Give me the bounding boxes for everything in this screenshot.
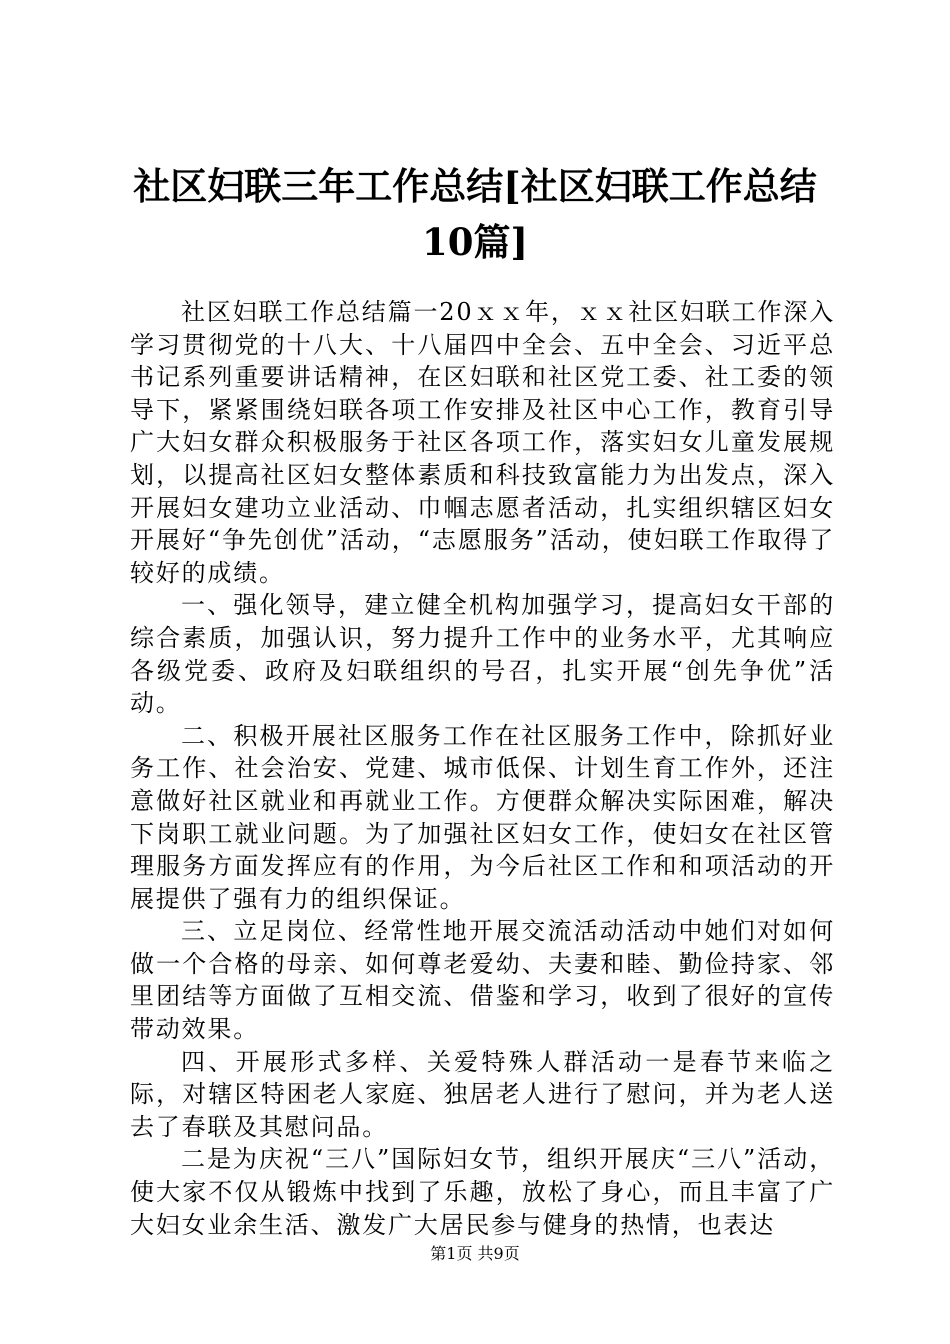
paragraph-section-4: 四、开展形式多样、关爱特殊人群活动一是春节来临之际，对辖区特困老人家庭、独居老人进行了慰问，并为老人送去了春联及其慰问品。 xyxy=(130,1047,835,1141)
document-title: 社区妇联三年工作总结[社区妇联工作总结10篇] xyxy=(133,164,817,264)
paragraph-intro: 社区妇联工作总结篇一20ｘｘ年，ｘｘ社区妇联工作深入学习贯彻党的十八大、十八届四中全会、五中全会、习近平总书记系列重要讲话精神，在区妇联和社区党工委、社工委的领导下，紧紧围绕妇联各项工作安排及社区中心工作，教育引导广大妇女群众积极服务于社区各项工作，落实妇女儿童发展规划，以提高社区妇女整体素质和科技致富能力为出发点，深入开展妇女建功立业活动、巾帼志愿者活动，扎实组织辖区妇女开展好“争先创优”活动，“志愿服务”活动，使妇联工作取得了较好的成绩。 xyxy=(130,298,835,587)
paragraph-section-1: 一、强化领导，建立健全机构加强学习，提高妇女干部的综合素质，加强认识，努力提升工作中的业务水平，尤其响应各级党委、政府及妇联组织的号召，扎实开展“创先争优”活动。 xyxy=(130,591,835,718)
page-number-footer: 第1页 共9页 xyxy=(430,1244,520,1263)
document-body xyxy=(130,296,835,1241)
paragraph-section-4-item-2: 二是为庆祝“三八”国际妇女节，组织开展庆“三八”活动，使大家不仅从锻炼中找到了乐趣，放松了身心，而且丰富了广大妇女业余生活、激发广大居民参与健身的热情，也表达 xyxy=(130,1145,835,1239)
paragraph-section-3: 三、立足岗位、经常性地开展交流活动活动中她们对如何做一个合格的母亲、如何尊老爱幼、夫妻和睦、勤俭持家、邻里团结等方面做了互相交流、借鉴和学习，收到了很好的宣传带动效果。 xyxy=(130,917,835,1044)
paragraph-section-2: 二、积极开展社区服务工作在社区服务工作中，除抓好业务工作、社会治安、党建、城市低保、计划生育工作外，还注意做好社区就业和再就业工作。方便群众解决实际困难，解决下岗职工就业问题。为了加强社区妇女工作，使妇女在社区管理服务方面发挥应有的作用，为今后社区工作和和项活动的开展提供了强有力的组织保证。 xyxy=(130,721,835,913)
